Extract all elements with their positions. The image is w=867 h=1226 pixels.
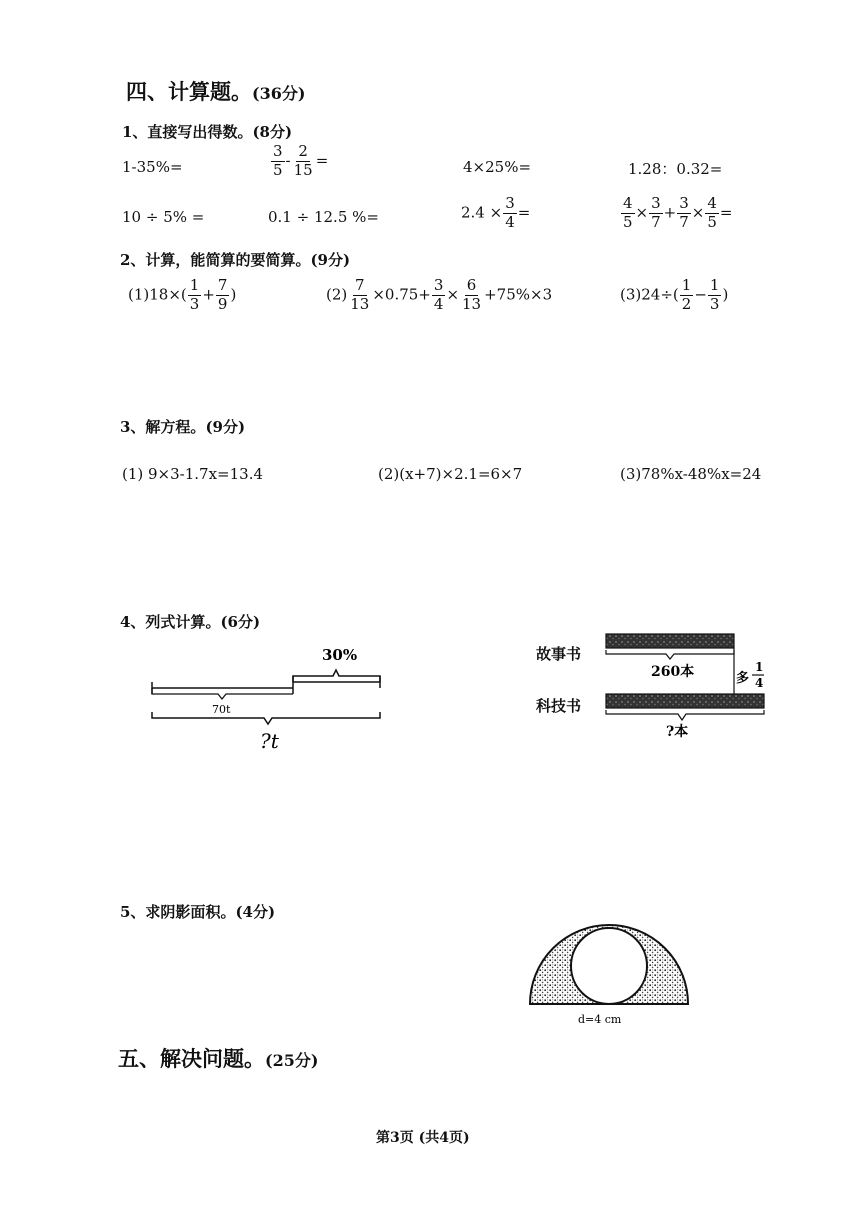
question-5-title: 5、求阴影面积。(4分) bbox=[120, 903, 276, 921]
question-2-title: 2、计算，能简算的要简算。(9分) bbox=[120, 251, 351, 269]
page-footer: 第3页 (共4页) bbox=[376, 1130, 470, 1146]
science-book-bar bbox=[606, 694, 764, 708]
inner-circle bbox=[571, 928, 647, 1004]
q1-item-h: $\frac{4}{5}$ × $\frac{3}{7}$ + $\frac{3}{7}$ × $\frac{4}{5}$ = bbox=[623, 194, 733, 231]
q1-item-c: 4×25%= bbox=[463, 158, 532, 176]
section-5-title: 五、解决问题。(25分) bbox=[118, 1046, 319, 1071]
q2-problem-3: (3)24÷( $\frac{1}{2}$ − $\frac{1}{3}$ ) bbox=[620, 276, 729, 313]
q1-item-g: 2.4 × $\frac{3}{4}$ = bbox=[461, 194, 531, 231]
fraction-denominator: 4 bbox=[755, 676, 764, 690]
science-brace bbox=[606, 710, 764, 720]
question-1-title: 1、直接写出得数。(8分) bbox=[122, 123, 293, 141]
q1-item-d: 1.28：0.32= bbox=[628, 160, 723, 178]
question-3-title: 3、解方程。(9分) bbox=[120, 418, 246, 436]
q3-equation-3: (3)78%x-48%x=24 bbox=[620, 465, 762, 483]
section-4-title: 四、计算题。(36分) bbox=[126, 79, 306, 104]
q1-item-b: $\frac{3}{5}$ - $\frac{2}{15}$ = bbox=[273, 142, 329, 179]
q1-item-a: 1-35%= bbox=[122, 158, 183, 176]
story-book-value: 260本 bbox=[651, 664, 695, 680]
total-label: ?t bbox=[260, 729, 279, 753]
science-book-label: 科技书 bbox=[536, 697, 582, 715]
story-brace bbox=[606, 650, 734, 659]
shaded-semicircle-diagram bbox=[524, 914, 694, 1034]
percent-label: 30% bbox=[322, 646, 358, 664]
diameter-label: d=4 cm bbox=[578, 1013, 622, 1026]
percent-brace bbox=[293, 670, 380, 682]
part-brace bbox=[152, 688, 293, 699]
fraction-numerator: 1 bbox=[755, 660, 764, 674]
story-book-bar bbox=[606, 634, 734, 648]
q3-equation-2: (2)(x+7)×2.1=6×7 bbox=[378, 465, 523, 483]
q1-item-e: 10 ÷ 5% = bbox=[122, 208, 205, 226]
q2-problem-2: (2) $\frac{7}{13}$ ×0.75+ $\frac{3}{4}$ × $\frac{6}{13}$ +75%×3 bbox=[326, 276, 553, 313]
total-brace bbox=[152, 712, 380, 724]
q3-equation-1: (1) 9×3-1.7x=13.4 bbox=[122, 465, 264, 483]
question-4-title: 4、列式计算。(6分) bbox=[120, 613, 261, 631]
story-book-label: 故事书 bbox=[536, 645, 582, 663]
part-label: 70t bbox=[212, 703, 231, 716]
science-book-value: ?本 bbox=[666, 724, 689, 740]
more-label: 多 bbox=[736, 671, 750, 686]
q1-item-f: 0.1 ÷ 12.5 %= bbox=[268, 208, 379, 226]
q2-problem-1: (1)18×( $\frac{1}{3}$ + $\frac{7}{9}$ ) bbox=[128, 276, 237, 313]
segment-diagram-tons bbox=[140, 636, 400, 756]
book-comparison-diagram bbox=[596, 628, 786, 744]
